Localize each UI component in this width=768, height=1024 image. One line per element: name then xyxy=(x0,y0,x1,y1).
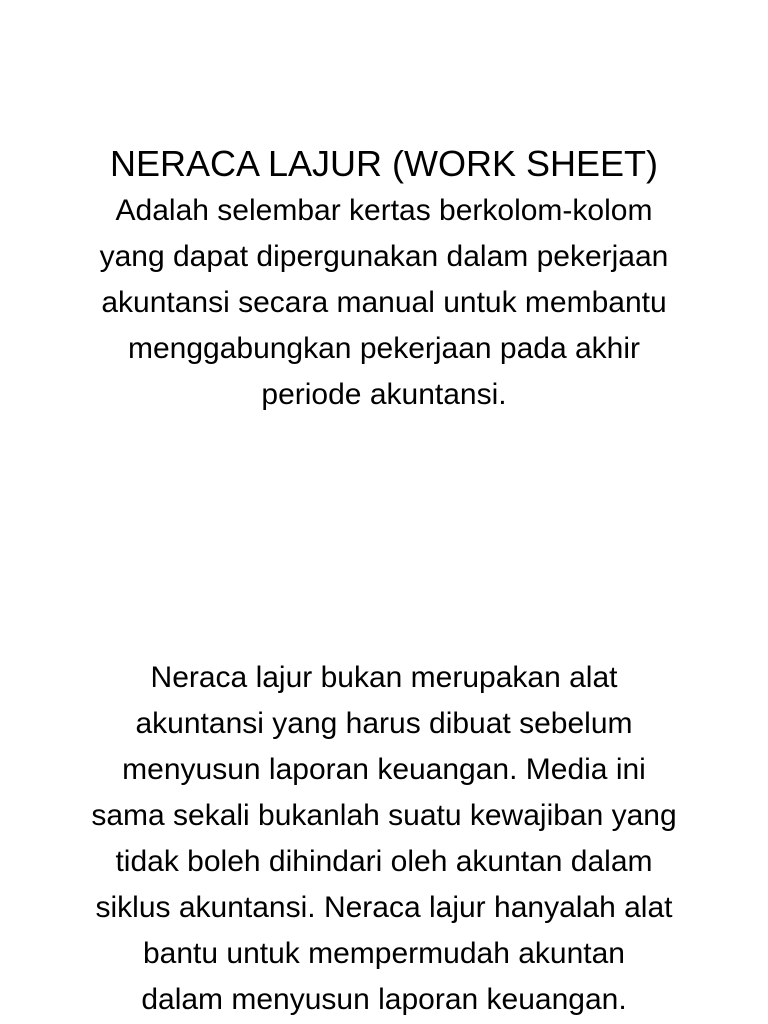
paragraph-line: bantu untuk mempermudah akuntan xyxy=(143,937,625,970)
paragraph-line: akuntansi yang harus dibuat sebelum xyxy=(135,707,633,740)
paragraph-line: sama sekali bukanlah suatu kewajiban yang xyxy=(91,799,677,832)
paragraph-line: periode akuntansi. xyxy=(261,378,507,411)
definition-paragraph xyxy=(0,188,768,418)
explanation-slide xyxy=(0,655,768,1023)
paragraph-line: menyusun laporan keuangan. Media ini xyxy=(122,753,646,786)
paragraph-line: menggabungkan pekerjaan pada akhir xyxy=(127,332,641,365)
paragraph-line: dalam menyusun laporan keuangan. xyxy=(141,983,627,1016)
explanation-paragraph xyxy=(0,655,768,1023)
paragraph-line: Adalah selembar kertas berkolom-kolom xyxy=(115,194,653,227)
paragraph-line: yang dapat dipergunakan dalam pekerjaan xyxy=(99,240,669,273)
slide-title: NERACA LAJUR (WORK SHEET) xyxy=(109,143,659,184)
paragraph-line: akuntansi secara manual untuk membantu xyxy=(101,286,667,319)
paragraph-line: siklus akuntansi. Neraca lajur hanyalah alat xyxy=(95,891,673,924)
paragraph-line: tidak boleh dihindari oleh akuntan dalam xyxy=(115,845,653,878)
definition-slide xyxy=(0,140,768,418)
paragraph-line: Neraca lajur bukan merupakan alat xyxy=(150,661,618,694)
